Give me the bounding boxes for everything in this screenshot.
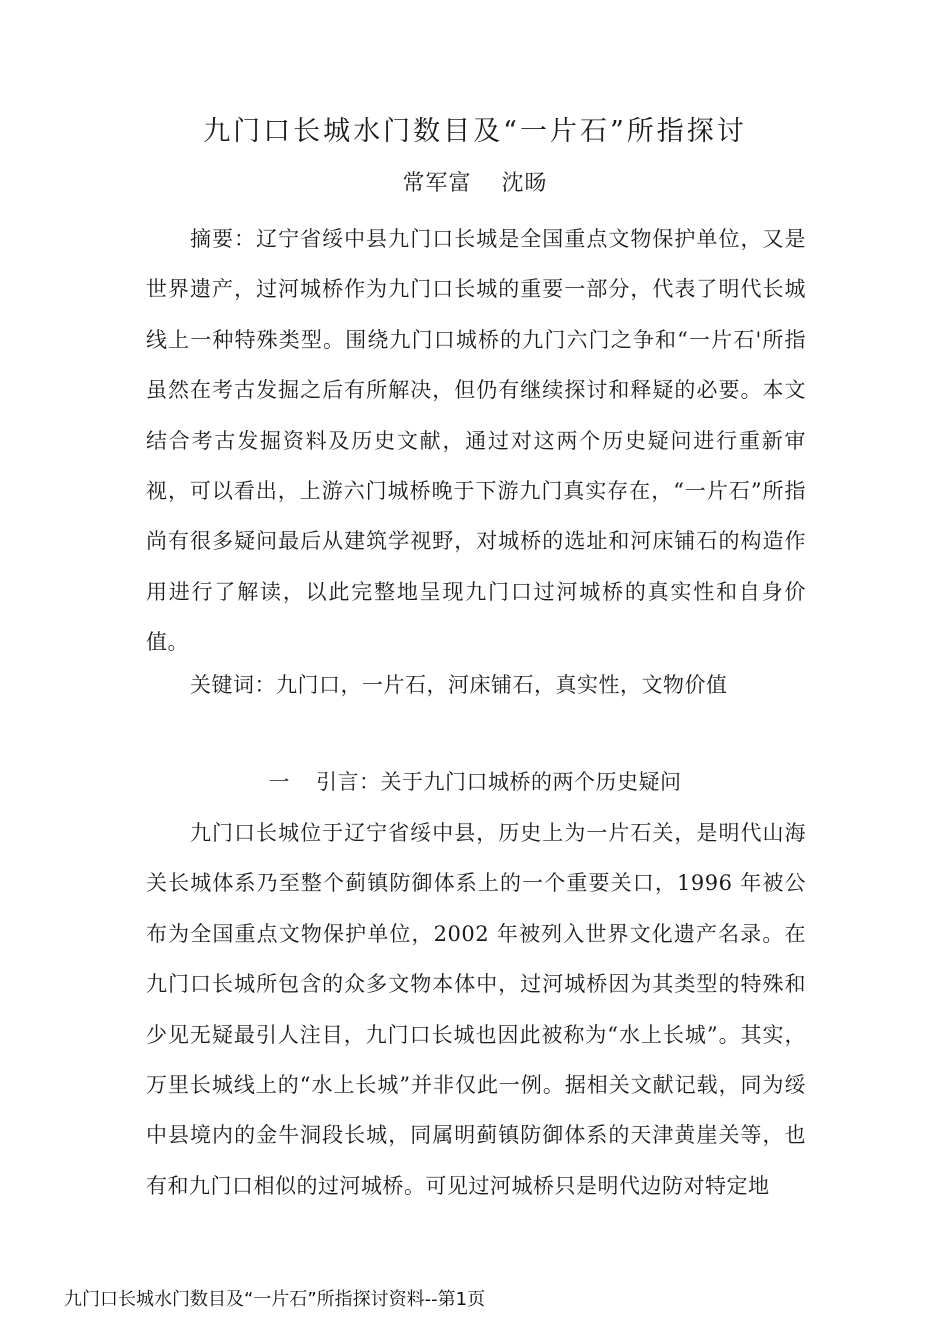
abstract-text: 辽宁省绥中县九门口长城是全国重点文物保护单位，又是世界遗产，过河城桥作为九门口长城的重要一部分，代表了明代长城线上一种特殊类型。围绕九门口城桥的九门六门之争和“一片石'所指虽然在考古发掘之后有所解决，但仍有继续探讨和释疑的必要。本文结合考古发掘资料及历史文献，通过对这两个历史疑问进行重新审视，可以看出，上游六门城桥晚于下游九门真实存在，“一片石”所指尚有很多疑问最后从建筑学视野，对城桥的选址和河床铺石的构造作用进行了解读，以此完整地呈现九门口过河城桥的真实性和自身价值。: [146, 227, 807, 655]
keywords-paragraph: [146, 660, 806, 710]
abstract-label: 摘要：: [190, 227, 257, 251]
section-number: 一: [268, 770, 290, 794]
author-line: [0, 168, 950, 200]
section-title: 引言：关于九门口城桥的两个历史疑问: [316, 770, 682, 794]
section-heading: [0, 762, 950, 802]
keywords-label: 关键词：: [190, 673, 276, 697]
abstract-paragraph: [146, 214, 806, 668]
page-footer: 九门口长城水门数目及“一片石”所指探讨资料--第1页: [64, 1289, 486, 1310]
document-title: 九门口长城水门数目及“一片石”所指探讨: [203, 116, 747, 147]
keywords-text: 九门口，一片石，河床铺石，真实性，文物价值: [276, 673, 728, 697]
intro-paragraph: 九门口长城位于辽宁省绥中县，历史上为一片石关，是明代山海关长城体系乃至整个蓟镇防御体系上的一个重要关口，1996 年被公布为全国重点文物保护单位，2002 年被列入世界文化遗产名录。在九门口长城所包含的众多文物本体中，过河城桥因为其类型的特殊和少见无疑最引人注目，九门口长城也因此被称为“水上长城”。其实，万里长城线上的“水上长城”并非仅此一例。据相关文献记载，同为绥中县境内的金牛洞段长城，同属明蓟镇防御体系的天津黄崖关等，也有和九门口相似的过河城桥。可见过河城桥只是明代边防对特定地: [146, 821, 806, 1198]
author-name: 沈旸: [501, 171, 548, 196]
author-name: 常军富: [402, 171, 472, 196]
